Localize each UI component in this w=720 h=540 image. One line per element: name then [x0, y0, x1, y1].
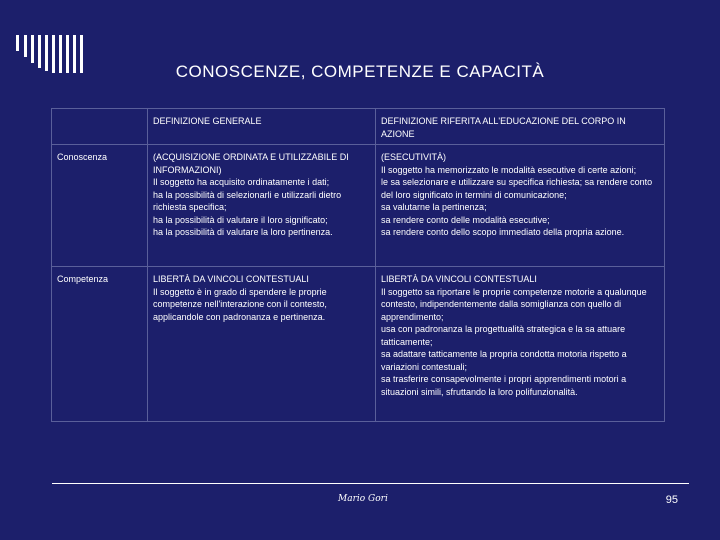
row-label-competenza: Competenza [52, 267, 148, 422]
table-header-row [52, 109, 665, 145]
footer-author: Mario Gori [338, 494, 388, 504]
cell-line: le sa selezionare e utilizzare su specifica richiesta; sa rendere conto del loro significato in termini di comunicazione; [381, 177, 653, 200]
bar [24, 35, 27, 57]
cell-line: sa valutarne la pertinenza; [381, 202, 487, 212]
header-cell-general: DEFINIZIONE GENERALE [148, 109, 376, 145]
bar [16, 35, 19, 51]
row-label-conoscenza: Conoscenza [52, 145, 148, 267]
cell-line: LIBERTÀ DA VINCOLI CONTESTUALI [381, 274, 537, 284]
cell-line: usa con padronanza la progettualità strategica e la sa attuare tatticamente; [381, 324, 626, 347]
cell-line: sa rendere conto delle modalità esecutive; [381, 214, 550, 225]
definition-table [51, 108, 665, 422]
cell-line: Il soggetto ha memorizzato le modalità esecutive di certe azioni; [381, 164, 637, 175]
cell-line: sa trasferire consapevolmente i propri apprendimenti motori a situazioni simili, sfruttando la loro polifunzionalità. [381, 374, 627, 397]
table-row [52, 145, 665, 267]
bar [31, 35, 34, 63]
footer-divider [52, 483, 689, 484]
table-row [52, 267, 665, 422]
cell-line: LIBERTÀ DA VINCOLI CONTESTUALI [153, 274, 309, 284]
cell-specific-competenza [376, 267, 665, 422]
cell-line: Il soggetto ha acquisito ordinatamente i dati; [153, 177, 330, 187]
cell-specific-conoscenza [376, 145, 665, 267]
cell-line: Il soggetto è in grado di spendere le proprie competenze nell'interazione con il contesto, applicandole con padronanza e pertinenza. [153, 286, 327, 322]
page-title: CONOSCENZE, COMPETENZE E CAPACITÀ [175, 62, 545, 81]
cell-general-conoscenza [148, 145, 376, 267]
page-number: 95 [665, 494, 678, 506]
cell-line: ha la possibilità di selezionarli e utilizzarli dietro richiesta specifica; [153, 189, 342, 212]
cell-line: Il soggetto sa riportare le proprie competenze motorie a qualunque contesto, indipendentemente dalla somiglianza con quello di apprendimento; [381, 286, 647, 322]
cell-line: (ACQUISIZIONE ORDINATA E UTILIZZABILE DI INFORMAZIONI) [153, 152, 349, 175]
cell-line: sa adattare tatticamente la propria condotta motoria rispetto a variazioni contestuali; [381, 349, 627, 372]
cell-line: ha la possibilità di valutare la loro pertinenza. [153, 227, 333, 237]
cell-line: (ESECUTIVITÀ) [381, 152, 447, 162]
header-cell-empty [52, 109, 148, 145]
header-cell-specific: DEFINIZIONE RIFERITA ALL'EDUCAZIONE DEL CORPO IN AZIONE [376, 109, 665, 145]
cell-line: sa rendere conto dello scopo immediato della propria azione. [381, 227, 625, 237]
cell-general-competenza [148, 267, 376, 422]
cell-line: ha la possibilità di valutare il loro significato; [153, 214, 328, 225]
